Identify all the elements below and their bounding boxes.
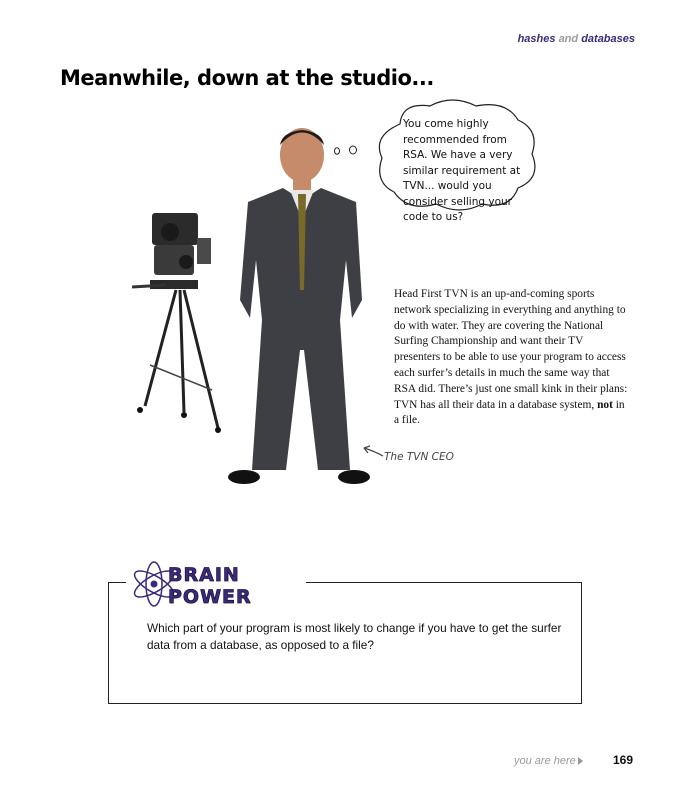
ceo-annotation: The TVN CEO xyxy=(384,451,454,463)
footer-you-are-here: you are here xyxy=(514,755,576,767)
brain-power-wordmark xyxy=(168,561,308,611)
brain-power-question: Which part of your program is most likely to change if you have to get the surfer data from a database, as opposed to a file? xyxy=(147,621,562,652)
page-number: 169 xyxy=(613,753,634,767)
body-text-start: Head First TVN is an up-and-coming sports network specializing in everything and anything to do with water. They are covering the National Surfing Championship and want their TV presenters to be able to use your program to access each surfer’s details in much the same way that RSA did. There’s just one small kink in their plans: TVN has all their data in a database system, xyxy=(394,288,628,411)
body-emphasis: not xyxy=(597,398,613,411)
arrow-icon xyxy=(362,445,384,459)
header-hashes: hashes xyxy=(517,33,556,45)
brain-power-logo xyxy=(126,558,306,610)
page-title: Meanwhile, down at the studio... xyxy=(60,66,434,90)
studio-illustration xyxy=(120,120,380,500)
header-databases: databases xyxy=(581,33,635,45)
thought-dots xyxy=(333,144,363,158)
footer-arrow-icon xyxy=(578,757,583,765)
body-paragraph xyxy=(394,287,630,429)
brain-power-line2: POWER xyxy=(168,586,252,608)
ceo-photo xyxy=(228,128,370,484)
thought-bubble-text: You come highly recommended from RSA. We have a very similar requirement at TVN... would you consider selling your code to us? xyxy=(403,118,521,223)
running-header xyxy=(518,33,635,45)
camera-tripod-illustration xyxy=(132,213,221,433)
header-and: and xyxy=(558,33,579,45)
body-text-end: in a file. xyxy=(394,398,625,427)
brain-power-line1: BRAIN xyxy=(168,564,240,586)
